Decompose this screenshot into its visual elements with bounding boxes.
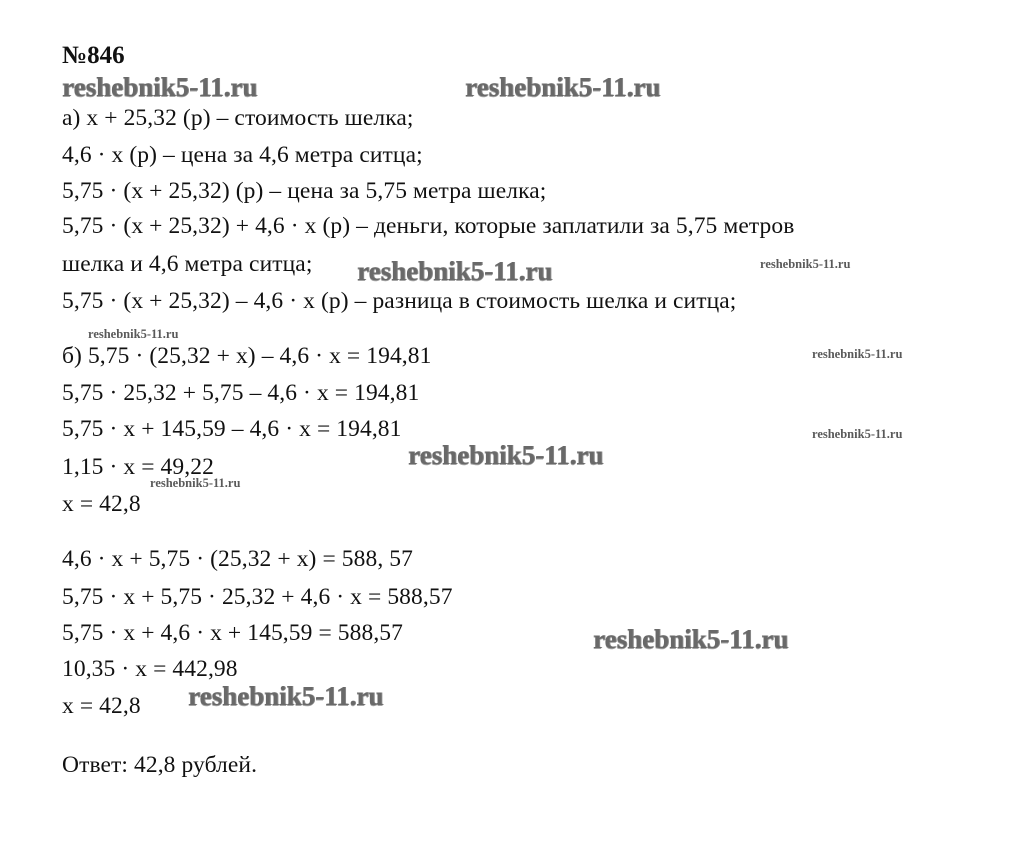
text-line: 5,75 · 25,32 + 5,75 – 4,6 · х = 194,81 — [62, 380, 420, 406]
watermark: reshebnik5-11.ru — [357, 256, 553, 286]
problem-number: №846 — [62, 42, 125, 69]
text-line: 5,75 · (х + 25,32) – 4,6 · х (р) – разница в стоимость шелка и ситца; — [62, 288, 737, 314]
text-line: 1,15 · х = 49,22 — [62, 454, 214, 480]
watermark: reshebnik5-11.ru — [465, 72, 661, 102]
answer-line: Ответ: 42,8 рублей. — [62, 752, 258, 778]
text-line: 5,75 · х + 5,75 · 25,32 + 4,6 · х = 588,57 — [62, 584, 453, 610]
watermark: reshebnik5-11.ru — [593, 624, 789, 654]
watermark: reshebnik5-11.ru — [408, 440, 604, 470]
text-line: шелка и 4,6 метра ситца; — [62, 251, 313, 277]
watermark: reshebnik5-11.ru — [760, 257, 851, 271]
text-line: 5,75 · х + 145,59 – 4,6 · х = 194,81 — [62, 416, 402, 442]
text-line: 4,6 · х + 5,75 · (25,32 + х) = 588, 57 — [62, 546, 413, 572]
text-line: 5,75 · (х + 25,32) (р) – цена за 5,75 метра шелка; — [62, 178, 547, 204]
text-line: 5,75 · х + 4,6 · х + 145,59 = 588,57 — [62, 620, 404, 646]
watermark: reshebnik5-11.ru — [812, 347, 903, 361]
watermark: reshebnik5-11.ru — [62, 72, 258, 102]
text-line: а) х + 25,32 (р) – стоимость шелка; — [62, 105, 414, 131]
text-line: 4,6 · х (р) – цена за 4,6 метра ситца; — [62, 142, 423, 168]
text-line: 10,35 · х = 442,98 — [62, 656, 238, 682]
text-line: 5,75 · (х + 25,32) + 4,6 · х (р) – деньги, которые заплатили за 5,75 метров — [62, 213, 795, 239]
watermark: reshebnik5-11.ru — [188, 681, 384, 711]
watermark: reshebnik5-11.ru — [150, 476, 241, 490]
text-line: х = 42,8 — [62, 693, 141, 719]
watermark: reshebnik5-11.ru — [88, 327, 179, 341]
text-line: х = 42,8 — [62, 491, 141, 517]
watermark: reshebnik5-11.ru — [812, 427, 903, 441]
text-line: б) 5,75 · (25,32 + х) – 4,6 · х = 194,81 — [62, 343, 432, 369]
